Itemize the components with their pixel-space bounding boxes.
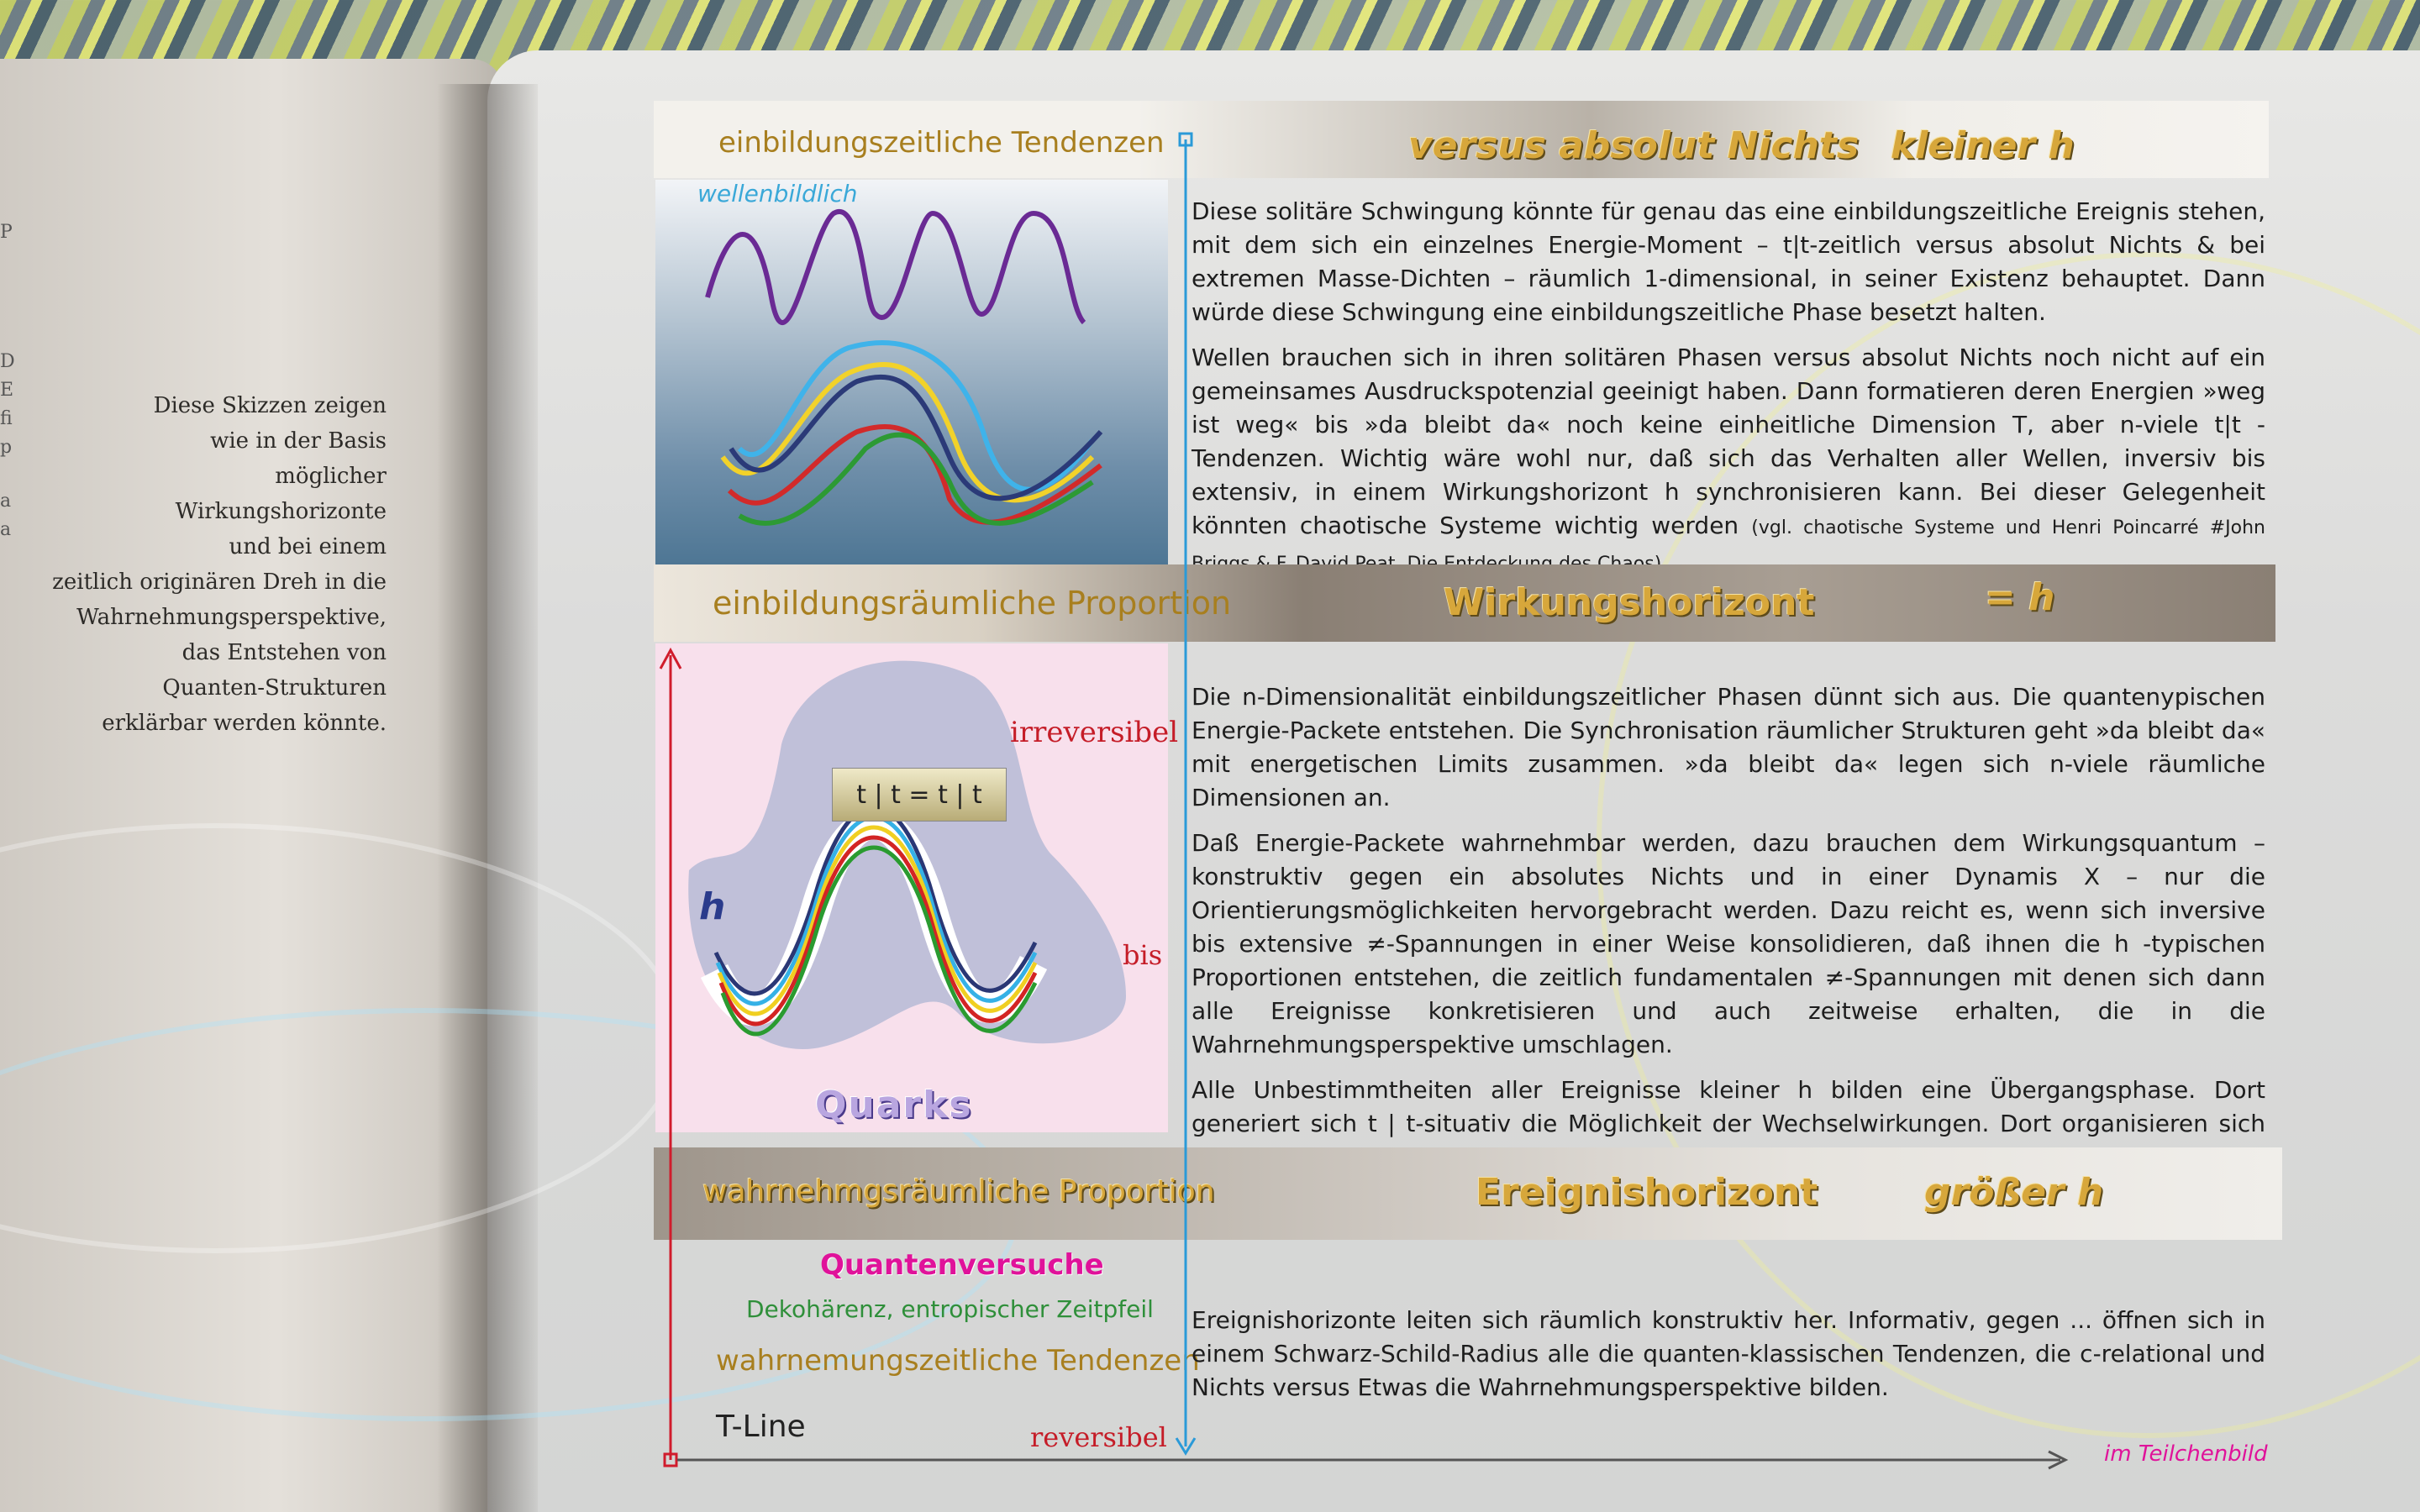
solitary-wave — [708, 212, 1084, 323]
wave-sketch — [655, 180, 1168, 564]
paragraph-body: Wellen brauchen sich in ihren solitären Phasen versus absolut Nichts noch nicht auf ein gemeinsames Ausdruckspotenzial geeinigt haben. Dann formatieren deren Energien »weg ist weg« bis »da bleibt da« noch keine einheitliche Dimension T, aber n-viele t|t -Tendenzen. Wichtig wäre wohl nur, daß sich das Verhalten aller Wellen, inversiv bis extensiv, in einem Wirkungshorizont h synchronisieren kann. Bei dieser Gelegenheit könnten chaotische Systeme wichtig werden — [1192, 344, 2265, 539]
caption-line: wie in der Basis — [210, 428, 387, 454]
low-left-label: wahrnehmgsräumliche Proportion — [702, 1174, 1215, 1209]
caption-line: das Entstehen von — [182, 640, 387, 665]
quark-sketch-panel — [655, 643, 1179, 1132]
low-center-title: Ereignishorizont — [1476, 1171, 1818, 1214]
caption-line: und bei einem — [229, 534, 387, 559]
caption-line: Wahrnehmungsperspektive, — [76, 605, 387, 630]
caption-line: möglicher — [275, 464, 387, 489]
paragraph: Ereignishorizonte leiten sich räumlich konstruktiv her. Informativ, gegen ... öffnen sich in einem Schwarz-Schild-Radius alle die quanten-klassischen Tendenzen, die c-relational und Nichts versus Etwas die Wahrnehmungsperspektive bilden. — [1192, 1306, 2265, 1401]
h-label: h — [699, 885, 726, 928]
caption-line: Wirkungshorizonte — [175, 499, 387, 524]
caption-line: Quanten-Strukturen — [162, 675, 387, 701]
wave-sketch-panel — [655, 180, 1168, 564]
formula: t | t = t | t — [856, 780, 982, 810]
top-right-title: kleiner h — [1891, 124, 2075, 167]
teilchenbild-label: im Teilchenbild — [2104, 1441, 2268, 1467]
left-caption — [34, 388, 387, 741]
tendenzen-label: wahrnemungszeitliche Tendenzen — [716, 1344, 1200, 1378]
top-left-label: einbildungszeitliche Tendenzen — [718, 126, 1165, 160]
paragraph: Die n-Dimensionalität einbildungszeitlicher Phasen dünnt sich aus. Die quantenypischen Energie-Packete entstehen. Die Synchronisation räumlicher Strukturen geht »da bleibt da« mit energetischen Limits zusammen. »da bleibt da« legen sich n-viele räumliche Dimensionen an. — [1192, 683, 2265, 811]
low-right-title: größer h — [1924, 1171, 2104, 1214]
section-2-text — [1192, 680, 2265, 1220]
section-1-text — [1192, 195, 2265, 593]
top-center-title: versus absolut Nichts — [1408, 124, 1860, 167]
dekohaerenz-label: Dekohärenz, entropischer Zeitpfeil — [746, 1295, 1154, 1323]
section-3-text — [1192, 1304, 2265, 1416]
mid-left-label: einbildungsräumliche Proportion — [713, 585, 1232, 622]
caption-line: zeitlich originären Dreh in die — [52, 570, 387, 595]
bis-label: bis — [1123, 939, 1163, 971]
quantenversuche-label: Quantenversuche — [820, 1248, 1104, 1282]
reference-note: (vgl. chaotische Systeme und Henri Poincarré #John — [1751, 517, 2266, 538]
formula-box — [832, 768, 1007, 822]
quarks-label: Quarks — [815, 1084, 973, 1126]
mid-center-title: Wirkungshorizont — [1444, 581, 1815, 624]
irreversibel-label: irreversibel — [1010, 716, 1179, 749]
wave-label: wellenbildlich — [697, 180, 858, 207]
tline-label: T-Line — [716, 1410, 806, 1444]
caption-line: Diese Skizzen zeigen — [153, 393, 387, 418]
mid-right-title: = h — [1985, 576, 2055, 619]
paragraph: Alle Unbestimmtheiten aller Ereignisse kleiner h bilden eine Übergangsphase. Dort generiert sich t | t-situativ die Möglichkeit der Wechselwirkungen. Dort organisieren sich — [1192, 1076, 2265, 1137]
paragraph: Daß Energie-Packete wahrnehmbar werden, dazu brauchen dem Wirkungsquantum – konstruktiv gegen ein absolutes Nichts und in einer Dynamis X – nur die Orientierungsmöglichkeiten hervorgebracht werden. Dazu reicht es, wenn sich inversive bis extensive ≠-Spannungen in einer Weise konsolidieren, daß ihnen die h -typischen Proportionen entstehen, die zeitlich fundamentalen ≠-Spannungen mit denen sich dann alle Ereignisse konkretisieren und auch zeitweise erhalten, die in die Wahrnehmungsperspektive umschlagen. — [1192, 829, 2265, 1058]
margin-letters: P D E fi p a a — [0, 222, 15, 540]
paragraph — [1192, 341, 2265, 581]
paragraph: Diese solitäre Schwingung könnte für genau das eine einbildungszeitliche Ereignis stehen, mit dem sich ein einzelnes Energie-Moment – t|t-zeitlich versus absolut Nichts & bei extremen Masse-Dichten – räumlich 1-dimensional, in seiner Existenz behauptet. Dann würde diese Schwingung eine einbildungszeitliche Phase besetzt halten. — [1192, 197, 2265, 326]
wave-cyan — [739, 343, 1092, 490]
reversibel-label: reversibel — [1030, 1421, 1167, 1453]
caption-line: erklärbar werden könnte. — [102, 711, 387, 736]
